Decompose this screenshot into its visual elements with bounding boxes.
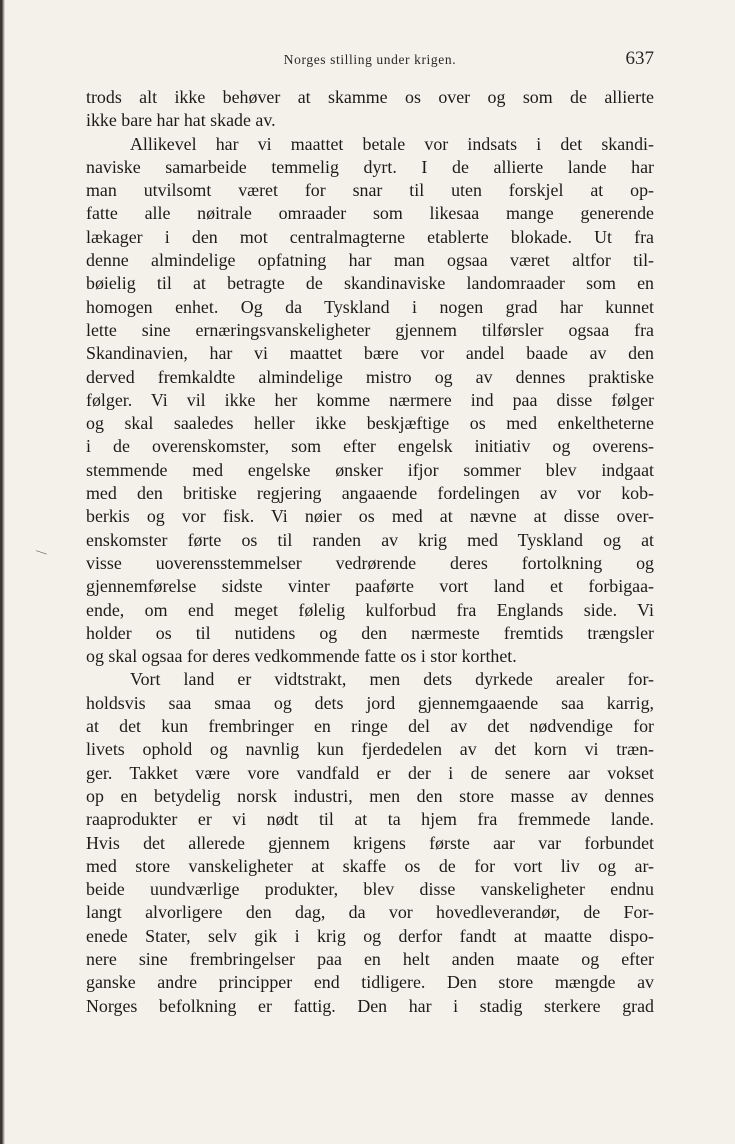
text-line: og skal saaledes heller ikke beskjæftige os med enkeltheterne: [86, 413, 654, 434]
text-line: ikke bare har hat skade av.: [86, 110, 276, 131]
text-line: i de overenskomster, som efter engelsk initiativ og overens-: [86, 436, 654, 457]
text-line: naviske samarbeide temmelig dyrt. I de allierte lande har: [86, 156, 654, 177]
text-line: ende, om end meget følelig kulforbud fra Englands side. Vi: [86, 599, 654, 620]
text-line: fatte alle nøitrale omraader som likesaa mange generende: [86, 203, 654, 224]
text-line: Skandinavien, har vi maattet bære vor andel baade av den: [86, 343, 654, 364]
text-line: ger. Takket være vore vandfald er der i de senere aar vokset: [86, 762, 654, 783]
text-line: beide uundværlige produkter, blev disse vanskeligheter endnu: [86, 879, 654, 900]
text-line: nere sine frembringelser paa en helt anden maate og efter: [86, 948, 654, 969]
text-line: Allikevel har vi maattet betale vor indsats i det skandi-: [130, 133, 654, 154]
text-line: Hvis det allerede gjennem krigens første aar var forbundet: [86, 832, 654, 853]
text-line: stemmende med engelske ønsker ifjor sommer blev indgaat: [86, 459, 654, 480]
running-title: Norges stilling under krigen.: [283, 52, 457, 67]
text-line: følger. Vi vil ikke her komme nærmere ind paa disse følger: [86, 389, 654, 410]
text-line: ganske andre principper end tidligere. Den store mængde av: [86, 972, 654, 993]
text-line: berkis og vor fisk. Vi nøier os med at nævne at disse over-: [86, 506, 654, 527]
text-line: raaprodukter er vi nødt til at ta hjem fra fremmede lande.: [86, 809, 654, 830]
text-line: bøielig til at betragte de skandinaviske landomraader som en: [86, 273, 654, 294]
text-line: derved fremkaldte almindelige mistro og av dennes praktiske: [86, 366, 654, 387]
text-line: holder os til nutidens og den nærmeste fremtids trængsler: [86, 622, 654, 643]
text-line: lækager i den mot centralmagterne etablerte blokade. Ut fra: [86, 226, 654, 247]
text-line: med store vanskeligheter at skaffe os de for vort liv og ar-: [86, 855, 654, 876]
body-text: [86, 86, 654, 1018]
text-line: denne almindelige opfatning har man ogsaa været altfor til-: [86, 250, 654, 271]
text-line: holdsvis saa smaa og dets jord gjennemgaaende saa karrig,: [86, 692, 654, 713]
text-line: man utvilsomt været for snar til uten forskjel at op-: [86, 180, 654, 201]
text-line: og skal ogsaa for deres vedkommende fatte os i stor korthet.: [86, 646, 517, 667]
text-line: trods alt ikke behøver at skamme os over og som de allierte: [86, 87, 654, 107]
text-line: lette sine ernæringsvanskeligheter gjennem tilførsler ogsaa fra: [86, 319, 654, 340]
text-line: enskomster førte os til randen av krig med Tyskland og at: [86, 529, 654, 550]
margin-mark: —: [34, 544, 49, 560]
text-line: med den britiske regjering angaaende fordelingen av vor kob-: [86, 483, 654, 504]
text-line: Vort land er vidtstrakt, men dets dyrkede arealer for-: [130, 669, 654, 690]
text-line: langt alvorligere den dag, da vor hovedleverandør, de For-: [86, 902, 654, 923]
text-line: enede Stater, selv gik i krig og derfor fandt at maatte dispo-: [86, 925, 654, 946]
text-line: visse uoverensstemmelser vedrørende deres fortolkning og: [86, 552, 654, 573]
page-edge: [0, 0, 5, 1144]
page-number: 637: [625, 48, 654, 69]
text-line: at det kun frembringer en ringe del av det nødvendige for: [86, 716, 654, 737]
text-line: Norges befolkning er fattig. Den har i stadig sterkere grad: [86, 995, 654, 1016]
text-line: homogen enhet. Og da Tyskland i nogen grad har kunnet: [86, 296, 654, 317]
page-header: [86, 50, 654, 72]
text-line: gjennemførelse sidste vinter paaførte vort land et forbigaa-: [86, 576, 654, 597]
text-line: livets ophold og navnlig kun fjerdedelen av det korn vi træn-: [86, 739, 654, 760]
text-line: op en betydelig norsk industri, men den store masse av dennes: [86, 785, 654, 806]
